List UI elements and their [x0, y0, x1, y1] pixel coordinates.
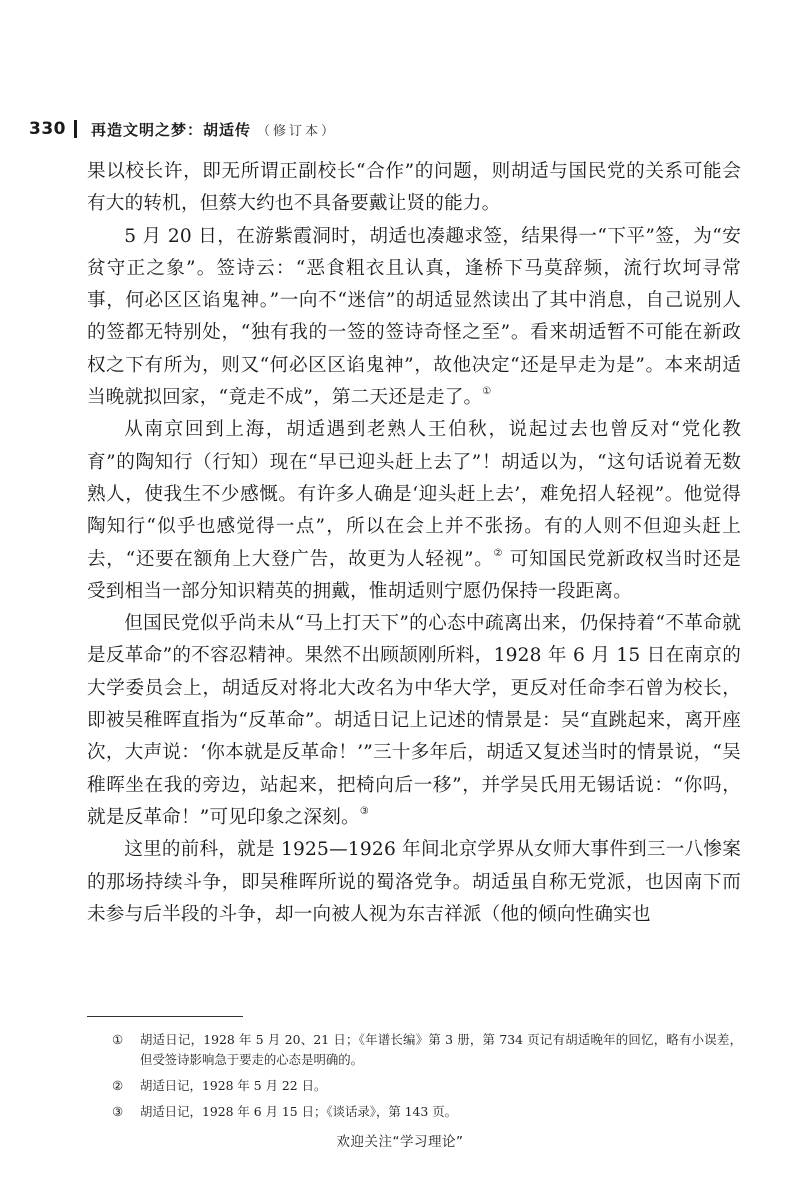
footnote-ref-3[interactable]: ③ [359, 805, 369, 817]
paragraph-4 [87, 608, 741, 834]
paragraph-1: 果以校长许，即无所谓正副校长“合作”的问题，则胡适与国民党的关系可能会有大的转机，但蔡大约也不具备要戴让贤的能力。 [87, 161, 741, 215]
header-divider [74, 120, 77, 138]
paragraph-3 [87, 414, 741, 608]
footnotes [112, 1030, 742, 1128]
running-head [29, 118, 337, 140]
footnote-text: 胡适日记，1928 年 6 月 15 日；《谈话录》，第 143 页。 [140, 1104, 458, 1119]
paragraph-2 [87, 221, 741, 415]
footnote-text: 胡适日记，1928 年 5 月 20、21 日；《年谱长编》第 3 册，第 734 页记有胡适晚年的回忆，略有小误差，但受签诗影响急于要走的心态是明确的。 [140, 1032, 742, 1067]
footnote-ref-1[interactable]: ① [482, 386, 492, 398]
footnote-divider [87, 1016, 243, 1017]
page-footer: 欢迎关注“学习理论” [336, 1134, 464, 1150]
paragraph-3-text-b: 可知国民党新政权当时还是受到相当一部分知识精英的拥戴，惟胡适则宁愿仍保持一段距离。 [87, 548, 742, 602]
paragraph-2-text: 5 月 20 日，在游紫霞洞时，胡适也凑趣求签，结果得一“下平”签，为“安贫守正之象”。签诗云：“恶食粗衣且认真，逢桥下马莫辞频，流行坎坷寻常事，何必区区谄鬼神。”一向不“迷信”的胡适显然读出了其中消息，自己说别人的签都无特别处，“独有我的一签的签诗奇怪之至”。看来胡适暂不可能在新政权之下有所为，则又“何必区区谄鬼神”，故他决定“还是早走为是”。本来胡适当晚就拟回家，“竟走不成”，第二天还是走了。 [87, 225, 741, 409]
footnote-marker: ① [112, 1032, 124, 1047]
footnote-marker: ③ [112, 1104, 124, 1119]
paragraph-3-text-a: 从南京回到上海，胡适遇到老熟人王伯秋，说起过去也曾反对“党化教育”的陶知行（行知）现在“早已迎头赶上去了”！胡适以为，“这句话说着无数熟人，使我生不少感慨。有许多人确是‘迎头赶上去’，难免招人轻视”。他觉得陶知行“似乎也感觉得一点”，所以在会上并不张扬。有的人则不但迎头赶上去，“还要在额角上大登广告，故更为人轻视”。 [87, 419, 741, 570]
footnote-3 [112, 1102, 742, 1122]
footnote-text: 胡适日记，1928 年 5 月 22 日。 [140, 1078, 327, 1093]
body-text [87, 156, 741, 931]
footnote-ref-2[interactable]: ② [493, 547, 504, 559]
footnote-1 [112, 1030, 742, 1070]
paragraph-4-text: 但国民党似乎尚未从“马上打天下”的心态中疏离出来，仍保持着“不革命就是反革命”的不容忍精神。果然不出顾颉刚所料，1928 年 6 月 15 日在南京的大学委员会上，胡适反对将北大改名为中华大学，更反对任命李石曾为校长，即被吴稚晖直指为“反革命”。胡适日记上记述的情景是：吴“直跳起来，离开座次，大声说：‘你本就是反革命！’”三十多年后，胡适又复述当时的情景说，“吴稚晖坐在我的旁边，站起来，把椅向后一移”，并学吴氏用无锡话说：“你吗，就是反革命！”可见印象之深刻。 [87, 613, 741, 828]
page-number: 330 [29, 119, 66, 139]
paragraph-5: 这里的前科，就是 1925—1926 年间北京学界从女师大事件到三一八惨案的那场持续斗争，即吴稚晖所说的蜀洛党争。胡适虽自称无党派，也因南下而未参与后半段的斗争，却一向被人视为东吉祥派（他的倾向性确实也 [87, 839, 741, 925]
footnote-marker: ② [112, 1078, 124, 1093]
footnote-2 [112, 1076, 742, 1096]
book-title: 再造文明之梦：胡适传 [91, 120, 252, 139]
book-subtitle: （修订本） [257, 123, 338, 139]
